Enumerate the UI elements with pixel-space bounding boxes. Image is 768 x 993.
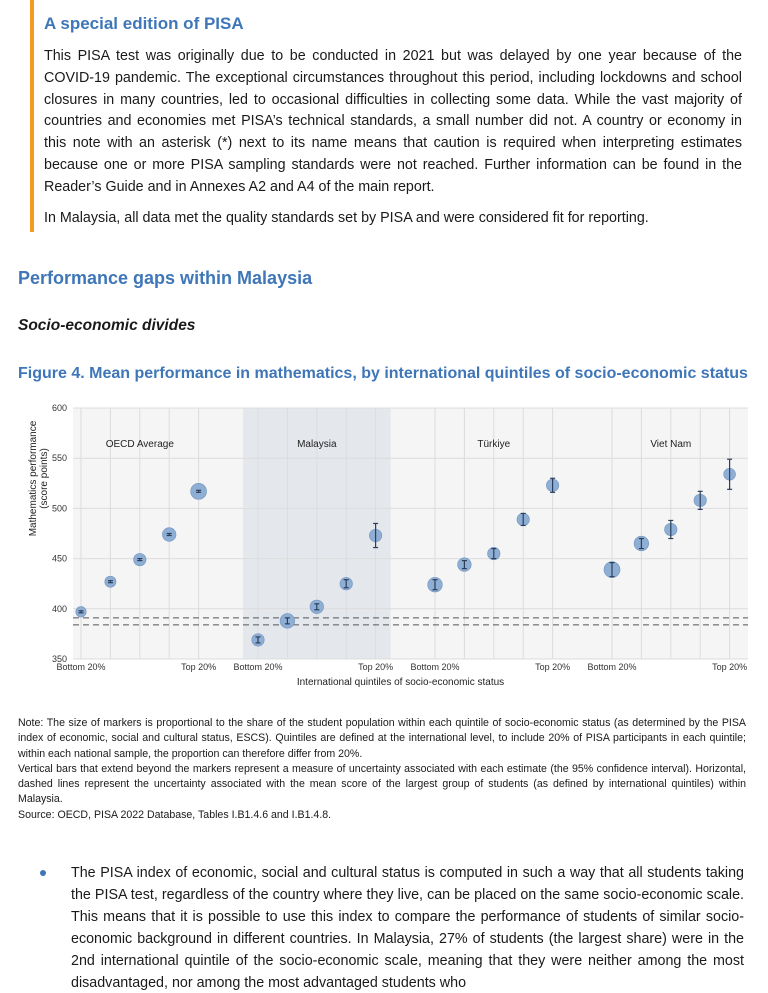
x-tick-label: Top 20% — [181, 662, 217, 672]
y-tick-label: 500 — [51, 503, 67, 514]
x-tick-label: Bottom 20% — [233, 662, 283, 672]
x-tick-label: Bottom 20% — [587, 662, 637, 672]
y-tick-label: 600 — [51, 403, 67, 413]
section-title: Performance gaps within Malaysia — [18, 268, 313, 288]
y-tick-label: 450 — [51, 553, 67, 564]
bullet-icon — [40, 870, 46, 876]
x-tick-label: Top 20% — [358, 662, 394, 672]
x-tick-label: Bottom 20% — [410, 662, 460, 672]
y-axis-title: Mathematics performance — [28, 420, 39, 537]
figure-notes — [18, 716, 746, 823]
group-label: Malaysia — [297, 439, 337, 450]
note-source: Source: OECD, PISA 2022 Database, Tables I.B1.4.6 and I.B1.4.8. — [18, 808, 332, 821]
bullet-item — [40, 862, 744, 993]
box-title: A special edition of PISA — [44, 14, 244, 33]
y-tick-label: 350 — [51, 654, 67, 664]
x-tick-label: Bottom 20% — [56, 662, 106, 672]
x-axis-title: International quintiles of socio-economic status — [296, 677, 505, 688]
figure-title: Figure 4. Mean performance in mathematics, by international quintiles of socio-economic status — [18, 365, 748, 382]
note-bars: Vertical bars that extend beyond the markers represent a measure of uncertainty associated with each estimate (the 95% confidence interval). Horizontal, dashed lines represent the uncertainty associated with the mean score of the largest group of students (as defined by international quintiles) within Malaysia. — [18, 762, 746, 806]
box-paragraph-2: In Malaysia, all data met the quality standards set by PISA and were considered fit for reporting. — [44, 209, 649, 226]
x-tick-label: Top 20% — [535, 662, 571, 672]
y-tick-label: 550 — [51, 453, 67, 464]
group-label: OECD Average — [105, 439, 174, 450]
group-label: Viet Nam — [650, 439, 692, 450]
note-markers: Note: The size of markers is proportional to the share of the student population within each quintile of socio-economic status (as determined by the PISA index of economic, social and cultural status, ESCS). Quintiles are defined at the international level, to include 20% of PISA participants in each quintile; within each national sample, the proportion can therefore differ from 20%. — [18, 717, 746, 760]
special-edition-box — [30, 0, 742, 232]
group-label: Türkiye — [477, 439, 511, 450]
box-paragraph-1: This PISA test was originally due to be conducted in 2021 but was delayed by one year because of the COVID-19 pandemic. The exceptional circumstances throughout this period, including lockdowns and school closures in many countries, led to occasional difficulties in collecting some data. While the vast majority of countries and economies met PISA’s technical standards, a small number did not. A country or economy in this note with an asterisk (*) next to its name means that caution is required when interpreting estimates because one or more PISA sampling standards were not reached. Further information can be found in the Reader’s Guide and in Annexes A2 and A4 of the main report. — [44, 48, 742, 195]
y-tick-label: 400 — [51, 603, 67, 614]
performance-chart — [0, 400, 768, 700]
subsection-title: Socio-economic divides — [18, 317, 196, 334]
x-tick-label: Top 20% — [712, 662, 748, 672]
y-axis-title-units: (score points) — [39, 448, 50, 509]
bullet-text: The PISA index of economic, social and cultural status is computed in such a way that all students taking the PISA test, regardless of the country where they live, can be placed on the same socio-economic scale. This means that it is possible to use this index to compare the performance of students of similar socio-economic background in different countries. In Malaysia, 27% of students (the largest share) were in the 2nd international quintile of the socio-economic scale, meaning that they were neither among the most disadvantaged, nor among the most advantaged students who — [71, 865, 744, 991]
